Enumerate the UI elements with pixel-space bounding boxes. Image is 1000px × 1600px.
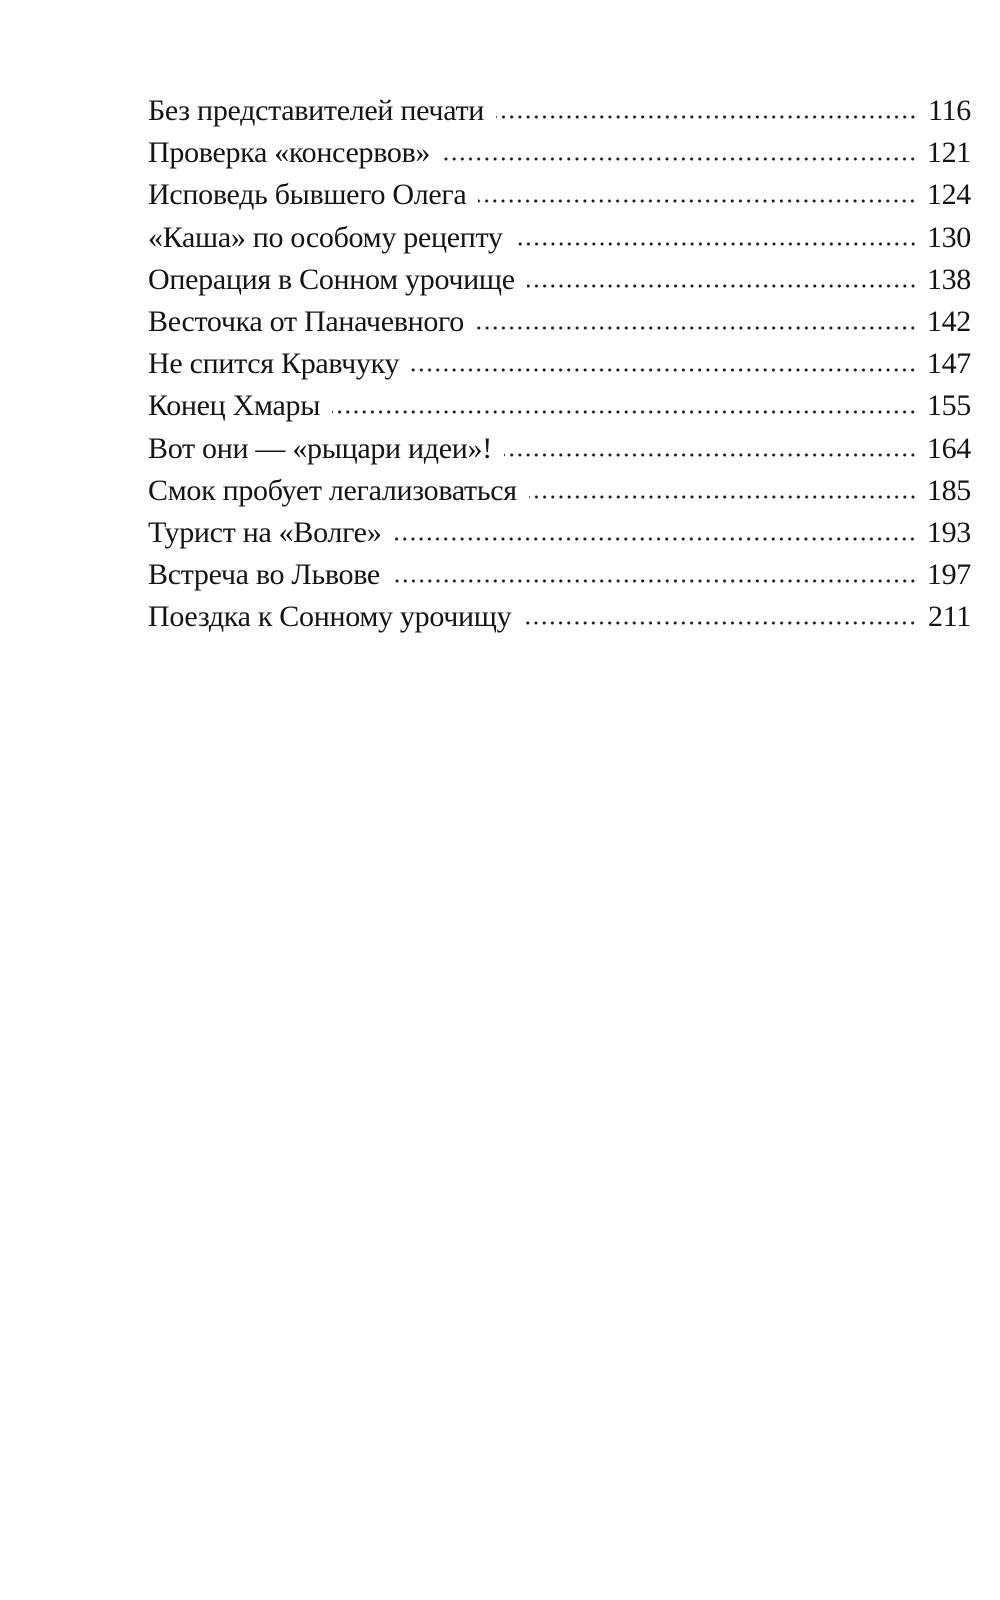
- toc-entry-title: Вот они — «рыцари идеи»!: [148, 431, 492, 465]
- toc-dot-leader: [529, 495, 917, 499]
- toc-entry: [148, 90, 971, 132]
- toc-entry: [148, 385, 971, 427]
- toc-entry-title: Поездка к Сонному урочищу: [148, 600, 512, 634]
- toc-entry-page-number: 138: [926, 262, 971, 296]
- toc-entry: [148, 554, 971, 596]
- toc-entry-page-number: 185: [926, 473, 971, 507]
- toc-entry: [148, 596, 971, 638]
- toc-dot-leader: [476, 326, 917, 330]
- toc-entry-title: Встреча во Львове: [148, 558, 380, 592]
- toc-entry-page-number: 121: [926, 136, 971, 170]
- toc-entry-page-number: 193: [926, 515, 971, 549]
- toc-entry: [148, 132, 971, 174]
- toc-entry-page-number: 197: [926, 558, 971, 592]
- toc-dot-leader: [392, 579, 917, 583]
- toc-entry-title: Без представителей печати: [148, 94, 485, 127]
- toc-entry: [148, 512, 971, 554]
- toc-entry: [148, 428, 971, 470]
- table-of-contents: [148, 90, 971, 638]
- toc-entry: [148, 301, 971, 343]
- toc-entry-page-number: 130: [926, 220, 971, 254]
- toc-entry-title: Конец Хмары: [148, 389, 321, 423]
- toc-entry: [148, 259, 971, 301]
- toc-entry-page-number: 147: [926, 347, 971, 381]
- toc-dot-leader: [496, 115, 917, 119]
- toc-entry-title: Проверка «консервов»: [148, 136, 431, 170]
- toc-dot-leader: [411, 368, 917, 372]
- toc-dot-leader: [393, 537, 916, 541]
- toc-entry-page-number: 124: [926, 178, 971, 212]
- toc-entry-page-number: 164: [926, 431, 971, 465]
- toc-dot-leader: [504, 453, 917, 457]
- toc-entry-title: Исповедь бывшего Олега: [148, 178, 467, 212]
- toc-entry: [148, 470, 971, 512]
- toc-dot-leader: [523, 621, 917, 625]
- toc-dot-leader: [332, 410, 917, 414]
- toc-entry-title: Не спится Кравчуку: [148, 347, 400, 381]
- toc-entry-title: Турист на «Волге»: [148, 515, 382, 549]
- toc-entry-title: Смок пробует легализоваться: [148, 473, 517, 507]
- toc-entry: [148, 343, 971, 385]
- toc-entry: [148, 174, 971, 216]
- toc-entry-title: Весточка от Паначевного: [148, 304, 464, 338]
- toc-entry-page-number: 116: [928, 94, 971, 127]
- toc-dot-leader: [527, 284, 917, 288]
- toc-dot-leader: [515, 242, 917, 246]
- toc-entry: [148, 217, 971, 259]
- toc-entry-page-number: 142: [926, 304, 971, 338]
- toc-dot-leader: [478, 199, 916, 203]
- toc-entry-page-number: 211: [928, 600, 971, 634]
- toc-entry-title: «Каша» по особому рецепту: [148, 220, 503, 254]
- toc-entry-title: Операция в Сонном урочище: [148, 262, 515, 296]
- toc-dot-leader: [442, 157, 917, 161]
- toc-entry-page-number: 155: [926, 389, 971, 423]
